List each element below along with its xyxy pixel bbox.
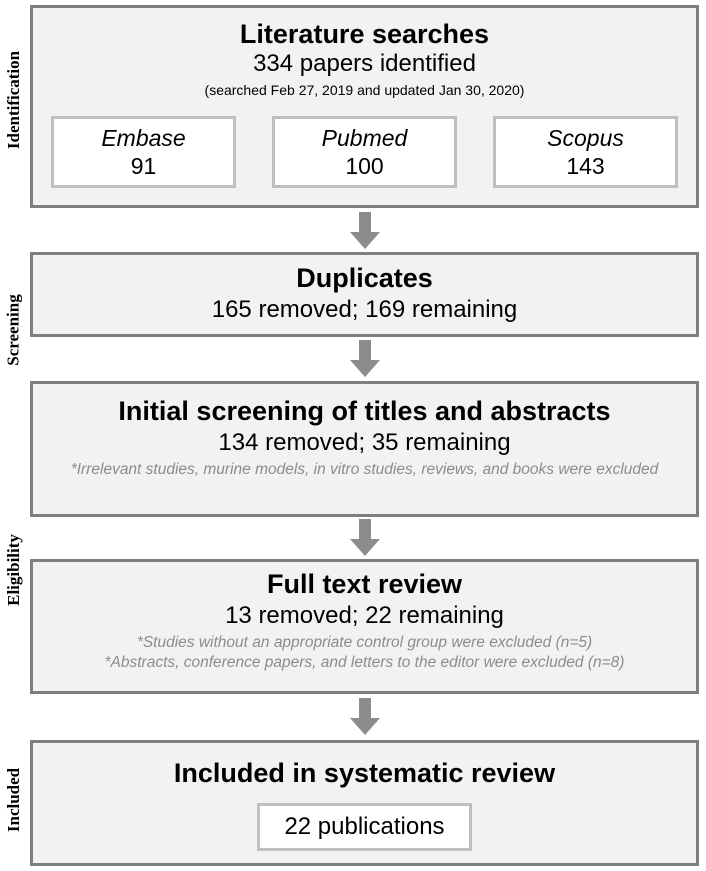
database-box-scopus bbox=[493, 116, 678, 188]
duplicates-count: 165 removed; 169 remaining bbox=[211, 296, 518, 323]
full-text-note-control-group: *Studies without an appropriate control group were excluded (n=5) bbox=[136, 634, 593, 651]
database-name: Scopus bbox=[547, 125, 624, 151]
flow-arrow-icon bbox=[350, 340, 380, 378]
initial-screening-count: 134 removed; 35 remaining bbox=[218, 429, 511, 456]
literature-count: 334 papers identified bbox=[253, 50, 476, 77]
identification-label: Identification bbox=[4, 50, 24, 150]
literature-title: Literature searches bbox=[239, 19, 490, 49]
full-text-note-abstracts: *Abstracts, conference papers, and letters to the editor were excluded (n=8) bbox=[104, 654, 625, 671]
database-box-pubmed bbox=[272, 116, 457, 188]
literature-searches-box bbox=[30, 5, 699, 208]
initial-screening-box bbox=[30, 381, 699, 517]
publications-count-box: 22 publications bbox=[257, 803, 471, 851]
database-name: Pubmed bbox=[321, 125, 408, 151]
initial-screening-title: Initial screening of titles and abstracts bbox=[118, 396, 611, 426]
included-title: Included in systematic review bbox=[173, 758, 556, 788]
flow-arrow-icon bbox=[350, 698, 380, 736]
flow-arrow-icon bbox=[350, 212, 380, 250]
database-count: 143 bbox=[566, 153, 605, 179]
included-label: Included bbox=[4, 767, 23, 833]
screening-label: Screening bbox=[4, 294, 23, 366]
duplicates-box bbox=[30, 252, 699, 337]
full-text-review-box bbox=[30, 559, 699, 694]
database-count: 91 bbox=[130, 153, 157, 179]
initial-screening-note: *Irrelevant studies, murine models, in vitro studies, reviews, and books were excluded bbox=[70, 461, 659, 478]
database-row bbox=[51, 116, 678, 188]
full-text-title: Full text review bbox=[266, 569, 463, 599]
literature-dates: (searched Feb 27, 2019 and updated Jan 30, 2020) bbox=[204, 82, 525, 98]
included-box bbox=[30, 740, 699, 866]
database-box-embase bbox=[51, 116, 236, 188]
eligibility-label: Eligibility bbox=[4, 534, 24, 606]
flow-arrow-icon bbox=[350, 519, 380, 557]
database-name: Embase bbox=[101, 125, 186, 151]
duplicates-title: Duplicates bbox=[296, 263, 433, 293]
full-text-count: 13 removed; 22 remaining bbox=[225, 602, 504, 629]
database-count: 100 bbox=[345, 153, 384, 179]
